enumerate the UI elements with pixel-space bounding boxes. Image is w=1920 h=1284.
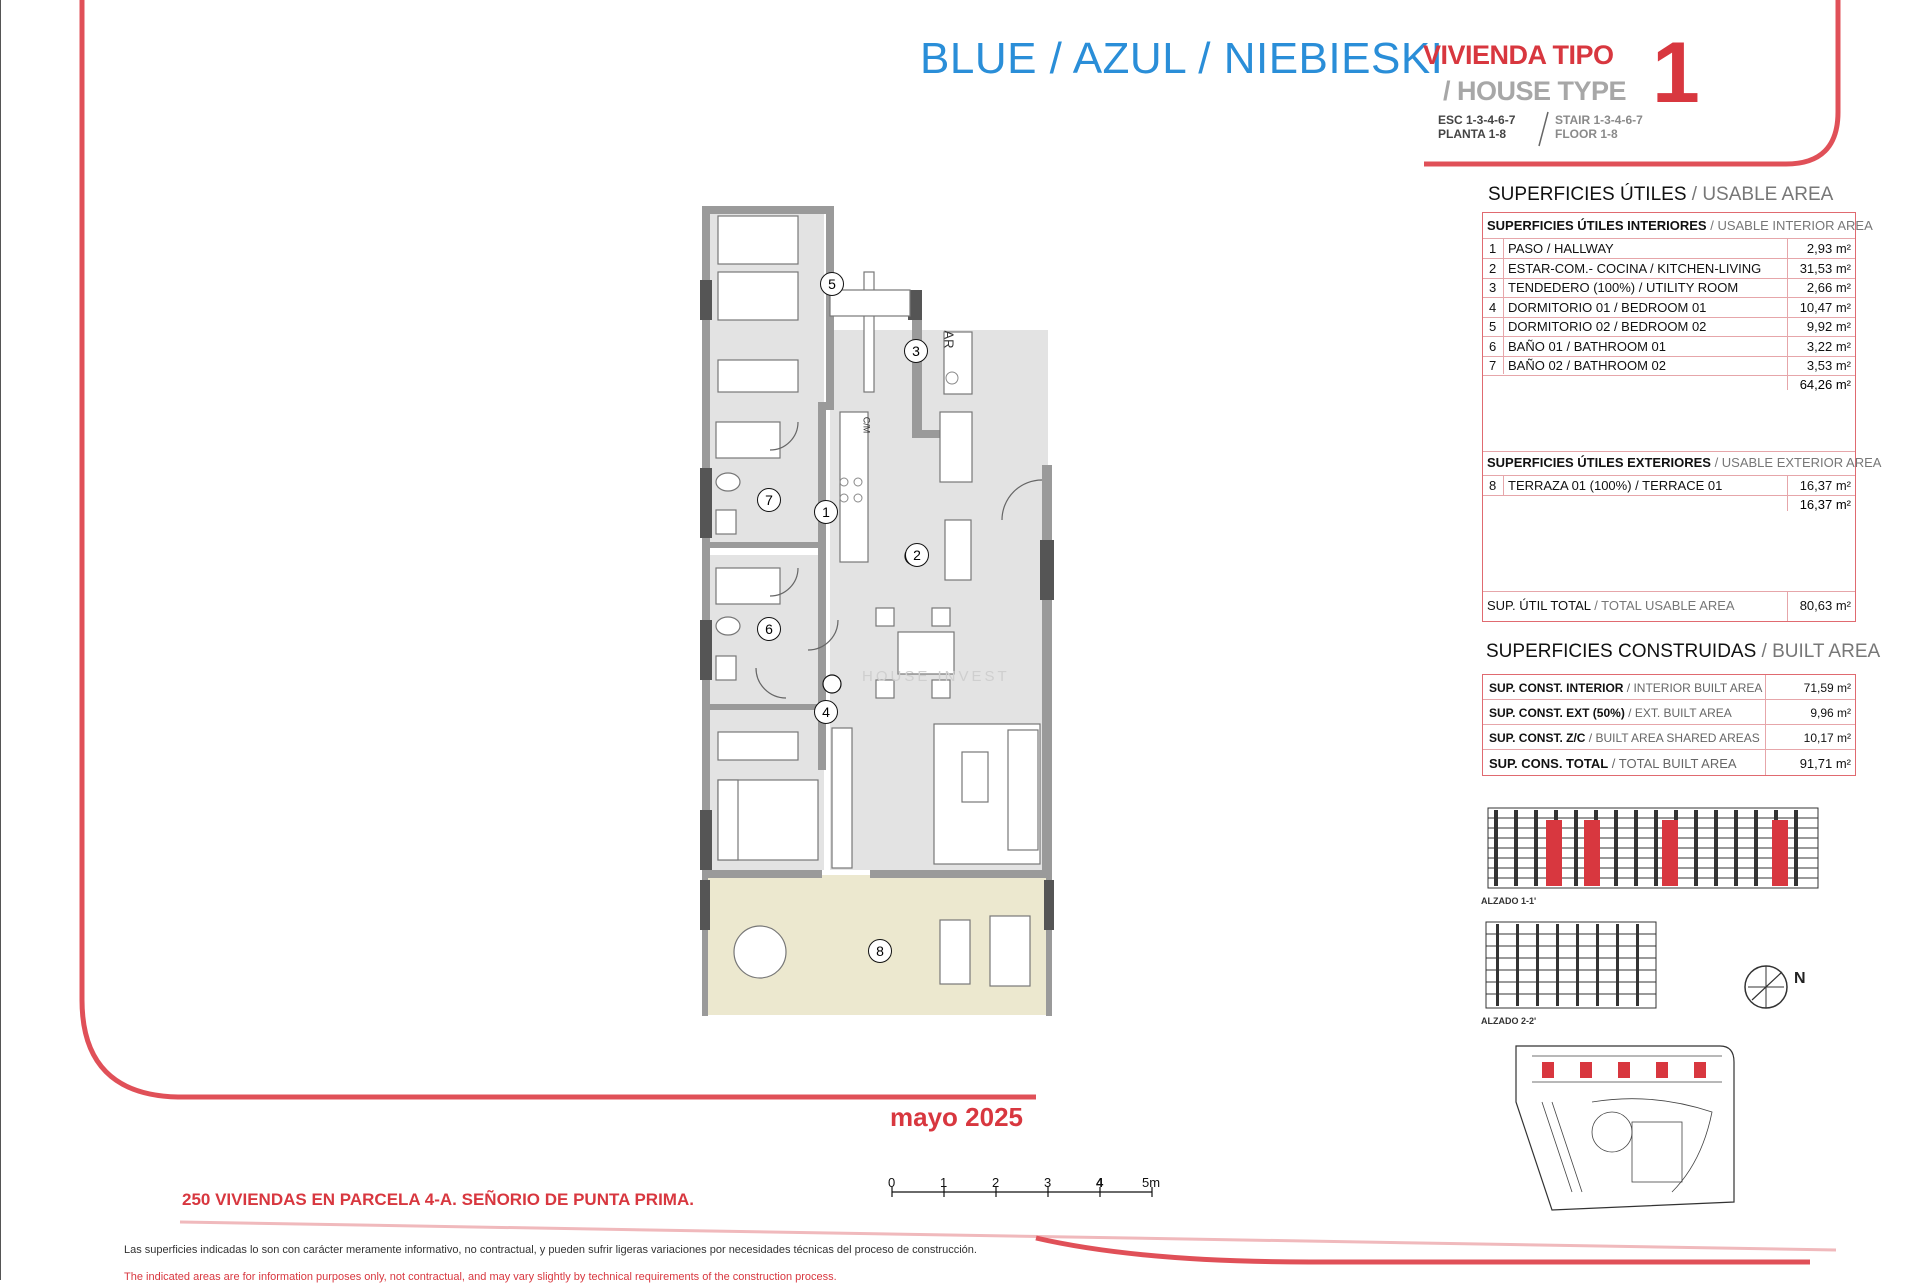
usable-area-table: SUPERFICIES ÚTILES INTERIORES / USABLE INTERIOR AREA 1 PASO / HALLWAY 2,93 m² 2 ESTAR-COM.- COCINA / KITCHEN-LIVING 31,53 m² 3 TENDEDERO (100%) / UTILITY ROOM 2,66 m² 4 DORMITORIO 01 / BEDROOM 01 10,47 m² 5 DORMITORIO 02 / BEDROOM 02 9,92 m² 6 BAÑO 01 / BATHROOM 01 3,22 m² 7 BAÑO 02 / BATHROOM 02 3,53 m² 64,26 m² SUPERFICIES ÚTILES EXTERIORES / USABLE EXTERIOR AREA 8 TERRAZA 01 (100%) / TERRACE 01 16,37 m² 16,37 m² SUP. ÚTIL TOTAL / TOTAL USABLE AREA 80,63 m² (1482, 212, 1856, 622)
north-label: N (1794, 970, 1806, 987)
scale-label-3: 3 (1044, 1175, 1052, 1190)
room-number-1: 1 (814, 500, 838, 524)
floor-en: FLOOR 1-8 (1555, 127, 1618, 141)
table-row: SUP. CONST. Z/C / BUILT AREA SHARED AREAS 10,17 m² (1483, 725, 1855, 750)
usable-total-en: / TOTAL USABLE AREA (1594, 598, 1735, 613)
usable-total-es: SUP. ÚTIL TOTAL (1487, 598, 1591, 613)
exterior-head-en: / USABLE EXTERIOR AREA (1714, 455, 1882, 470)
room-number-6: 6 (757, 617, 781, 641)
table-row: 5 DORMITORIO 02 / BEDROOM 02 9,92 m² (1483, 317, 1855, 337)
scale-label-5: 5m (1142, 1175, 1161, 1190)
exterior-head-es: SUPERFICIES ÚTILES EXTERIORES (1487, 455, 1711, 470)
table-row: 8 TERRAZA 01 (100%) / TERRACE 01 16,37 m² (1483, 476, 1855, 496)
built-area-table (1482, 674, 1856, 776)
table-row: 2 ESTAR-COM.- COCINA / KITCHEN-LIVING 31,53 m² (1483, 259, 1855, 279)
room-number-2: 2 (905, 543, 929, 567)
stair-es: ESC 1-3-4-6-7 (1438, 113, 1516, 127)
table-row: 3 TENDEDERO (100%) / UTILITY ROOM 2,66 m² (1483, 278, 1855, 298)
table-row: 4 DORMITORIO 01 / BEDROOM 01 10,47 m² (1483, 298, 1855, 318)
table-row: SUP. CONST. INTERIOR / INTERIOR BUILT AREA 71,59 m² (1483, 675, 1855, 700)
usable-title-es: SUPERFICIES ÚTILES (1488, 184, 1687, 205)
elevation-2-label: ALZADO 2-2' (1481, 1016, 1537, 1026)
usable-title-en: / USABLE AREA (1691, 184, 1834, 205)
document-date: mayo 2025 (890, 1102, 1023, 1132)
interior-head-en: / USABLE INTERIOR AREA (1710, 218, 1873, 233)
table-row: 7 BAÑO 02 / BATHROOM 02 3,53 m² (1483, 356, 1855, 376)
elevation-1-drawing (1484, 800, 1824, 892)
room-number-3: 3 (904, 339, 928, 363)
disclaimer-es: Las superficies indicadas lo son con carácter meramente informativo, no contractual, y pueden sufrir ligeras variaciones por necesidades técnicas del proceso de construcción. (124, 1244, 977, 1256)
scale-bar (886, 1178, 1166, 1202)
exterior-head (1487, 455, 1881, 470)
house-type-es: VIVIENDA TIPO (1423, 40, 1614, 70)
table-row: 1 PASO / HALLWAY 2,93 m² (1483, 239, 1855, 259)
table-row: 6 BAÑO 01 / BATHROOM 01 3,22 m² (1483, 337, 1855, 357)
elevation-1-label: ALZADO 1-1' (1481, 896, 1537, 906)
table-row: SUP. CONS. TOTAL / TOTAL BUILT AREA 91,71 m² (1489, 756, 1851, 771)
room-number-5: 5 (820, 272, 844, 296)
scale-label-2: 2 (992, 1175, 1000, 1190)
usable-area-title (1488, 184, 1833, 206)
north-arrow-icon (1742, 962, 1792, 1012)
site-plan-drawing (1512, 1042, 1742, 1214)
room-number-7: 7 (757, 488, 781, 512)
elevation-2-drawing (1482, 912, 1662, 1012)
stair-floor-en (1555, 113, 1643, 141)
scale-label-0: 0 (888, 1175, 896, 1190)
interior-head-es: SUPERFICIES ÚTILES INTERIORES (1487, 218, 1707, 233)
scale-label-1: 1 (940, 1175, 948, 1190)
color-name-title: BLUE / AZUL / NIEBIESKI (920, 34, 1444, 83)
floor-es: PLANTA 1-8 (1438, 127, 1507, 141)
cm-label: C/M (861, 416, 872, 434)
floor-plan (690, 200, 1070, 1030)
stair-en: STAIR 1-3-4-6-7 (1555, 113, 1643, 127)
built-area-title (1486, 641, 1880, 663)
built-title-es: SUPERFICIES CONSTRUIDAS (1486, 641, 1757, 662)
watermark: HOUSE INVEST (862, 668, 1010, 685)
interior-head (1487, 218, 1873, 233)
usable-total-value: 80,63 m² (1799, 598, 1851, 613)
project-name: 250 VIVIENDAS EN PARCELA 4-A. SEÑORIO DE PUNTA PRIMA. (182, 1190, 694, 1209)
stair-floor-es (1438, 113, 1515, 141)
disclaimer-en: The indicated areas are for information purposes only, not contractual, and may vary slightly by technical requirements of the construction process. (124, 1271, 837, 1283)
house-type-en: / HOUSE TYPE (1443, 76, 1627, 106)
ar-label: AR (941, 330, 957, 349)
header-slash (1536, 110, 1550, 148)
built-title-en: / BUILT AREA (1761, 641, 1881, 662)
house-type-number: 1 (1652, 25, 1700, 121)
room-number-8: 8 (868, 939, 892, 963)
table-row: SUP. CONST. EXT (50%) / EXT. BUILT AREA 9,96 m² (1483, 700, 1855, 725)
room-number-4: 4 (814, 700, 838, 724)
scale-label-4: 4 (1096, 1175, 1104, 1190)
